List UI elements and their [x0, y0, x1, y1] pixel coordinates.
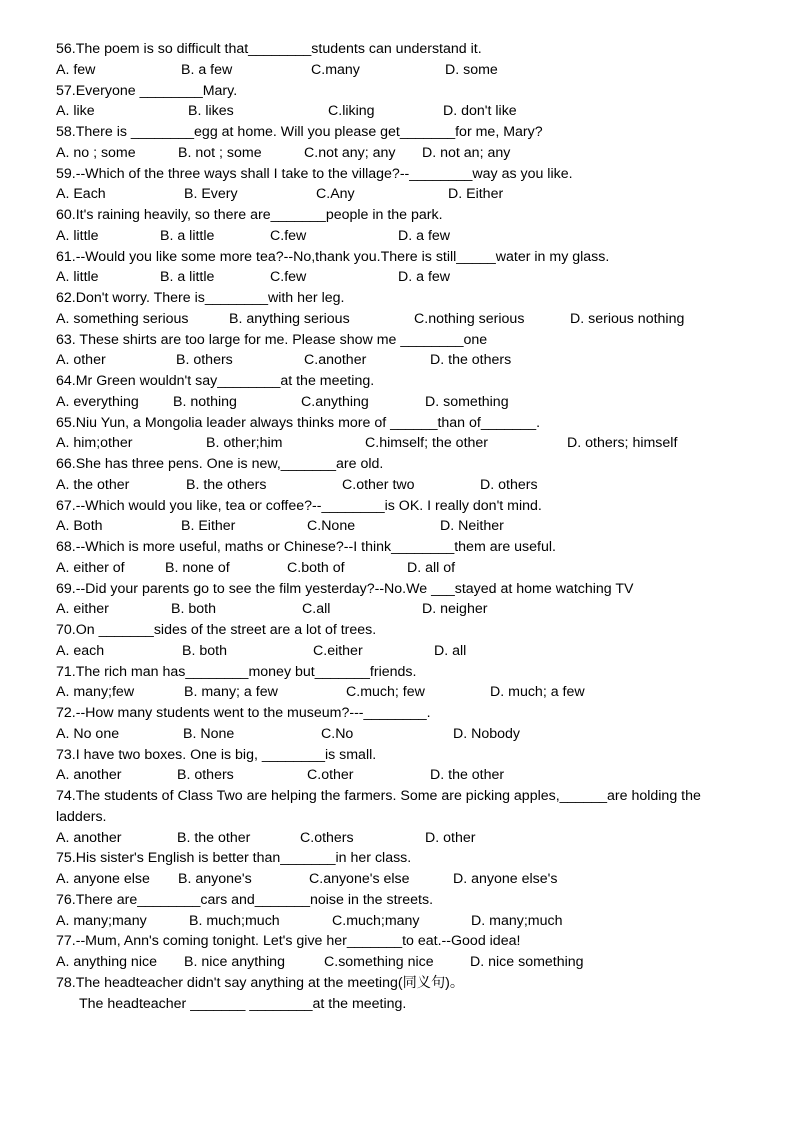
option-d: D. a few	[398, 227, 451, 244]
option-d: D. don't like	[443, 103, 517, 120]
option-c: C.much; few	[346, 684, 425, 701]
options-76	[56, 911, 746, 932]
option-a: A. few	[56, 61, 96, 78]
option-d: D. much; a few	[490, 684, 585, 701]
option-b: B. much;much	[189, 912, 280, 929]
question-74: 74.The students of Class Two are helping the farmers. Some are picking apples,______are holding the ladders.	[56, 788, 701, 825]
option-a: A. him;other	[56, 435, 133, 452]
option-a: A. another	[56, 829, 122, 846]
question-64: 64.Mr Green wouldn't say________at the meeting.	[56, 373, 375, 389]
option-c: C.few	[270, 227, 307, 244]
option-a: A. everything	[56, 393, 139, 410]
question-67: 67.--Which would you like, tea or coffee?--________is OK. I really don't mind.	[56, 497, 542, 514]
options-69	[56, 599, 746, 620]
option-a: A. anyone else	[56, 871, 150, 887]
option-d: D. others; himself	[567, 435, 678, 452]
option-d: D. Neither	[440, 518, 504, 535]
option-c: C.nothing serious	[414, 310, 525, 327]
option-d: D. the others	[430, 352, 512, 369]
option-c: C.both of	[287, 559, 345, 576]
option-b: B. other;him	[206, 435, 283, 452]
question-56: 56.The poem is so difficult that________students can understand it.	[56, 41, 482, 57]
option-c: C.many	[311, 61, 360, 78]
option-a: A. another	[56, 767, 122, 784]
option-b: B. the others	[186, 476, 267, 493]
option-b: B. anything serious	[229, 310, 350, 327]
option-b: B. nothing	[173, 393, 237, 410]
question-73: 73.I have two boxes. One is big, ________is small.	[56, 746, 377, 763]
option-b: B. others	[176, 352, 233, 369]
options-60	[56, 226, 746, 247]
option-c: C.something nice	[324, 954, 434, 970]
option-a: A. each	[56, 642, 105, 659]
option-a: A. No one	[56, 725, 120, 742]
option-a: A. Each	[56, 186, 106, 203]
options-70	[56, 641, 746, 662]
options-57	[56, 101, 746, 122]
question-59: 59.--Which of the three ways shall I take to the village?--________way as you like.	[56, 165, 573, 182]
option-a: A. either of	[56, 559, 125, 576]
options-56	[56, 60, 746, 81]
question-72: 72.--How many students went to the museum?---________.	[56, 705, 431, 721]
option-d: D. all of	[407, 559, 456, 576]
option-c: C.No	[321, 725, 354, 742]
option-a: A. Both	[56, 518, 103, 535]
option-c: C.other two	[342, 476, 415, 493]
options-65	[56, 433, 746, 454]
options-68	[56, 558, 746, 579]
question-62: 62.Don't worry. There is________with her leg.	[56, 290, 345, 306]
option-c: C.few	[270, 269, 307, 286]
option-b: B. anyone's	[178, 871, 252, 887]
question-57: 57.Everyone ________Mary.	[56, 82, 238, 99]
option-a: A. many;many	[56, 912, 147, 929]
worksheet-page	[56, 39, 746, 1014]
options-62	[56, 309, 746, 330]
option-a: A. like	[56, 103, 95, 120]
option-d: D. Nobody	[453, 725, 521, 742]
option-b: B. others	[177, 767, 234, 784]
question-60: 60.It's raining heavily, so there are_______people in the park.	[56, 207, 443, 223]
option-b: B. none of	[165, 559, 230, 576]
option-b: B. both	[171, 601, 216, 618]
option-b: B. a little	[160, 269, 215, 286]
option-d: D. all	[434, 642, 467, 659]
options-67	[56, 516, 746, 537]
option-c: C.other	[307, 767, 354, 784]
option-c: C.all	[302, 601, 331, 618]
options-77	[56, 952, 746, 973]
option-d: D. others	[480, 476, 538, 493]
option-a: A. other	[56, 352, 106, 369]
option-b: B. likes	[188, 103, 234, 120]
option-c: C.anything	[301, 393, 369, 410]
option-a: A. the other	[56, 476, 130, 493]
option-b: B. a few	[181, 61, 233, 78]
option-d: D. nice something	[470, 954, 584, 970]
option-c: C.not any; any	[304, 144, 396, 161]
question-77: 77.--Mum, Ann's coming tonight. Let's give her_______to eat.--Good idea!	[56, 933, 521, 950]
question-63: 63. These shirts are too large for me. Please show me ________one	[56, 331, 488, 348]
option-a: A. many;few	[56, 684, 135, 701]
question-68: 68.--Which is more useful, maths or Chinese?--I think________them are useful.	[56, 539, 556, 555]
option-d: D. anyone else's	[453, 871, 558, 887]
options-74	[56, 828, 746, 849]
option-d: D. a few	[398, 269, 451, 286]
options-71	[56, 682, 746, 703]
question-78: 78.The headteacher didn't say anything at the meeting(同义句)。	[56, 974, 465, 991]
option-d: D. Either	[448, 186, 504, 203]
option-b: B. a little	[160, 227, 215, 244]
option-b: B. not ; some	[178, 144, 262, 161]
option-b: B. both	[182, 642, 227, 659]
option-c: C.anyone's else	[309, 871, 410, 887]
option-b: B. many; a few	[184, 684, 278, 701]
question-76: 76.There are________cars and_______noise in the streets.	[56, 891, 434, 908]
question-70: 70.On _______sides of the street are a lot of trees.	[56, 622, 377, 638]
options-66	[56, 475, 746, 496]
option-b: B. the other	[177, 829, 251, 846]
option-d: D. some	[445, 61, 498, 78]
option-a: A. little	[56, 269, 99, 286]
option-c: C.another	[304, 352, 367, 369]
option-d: D. many;much	[471, 912, 563, 929]
question-69: 69.--Did your parents go to see the film yesterday?--No.We ___stayed at home watching TV	[56, 580, 634, 597]
option-c: C.himself; the other	[365, 435, 489, 452]
options-75	[56, 869, 746, 890]
option-d: D. not an; any	[422, 144, 511, 161]
option-c: C.Any	[316, 186, 355, 203]
option-a: A. anything nice	[56, 954, 157, 970]
option-b: B. Every	[184, 186, 238, 203]
option-c: C.either	[313, 642, 363, 659]
option-b: B. None	[183, 725, 235, 742]
question-78-answer-line: The headteacher _______ ________at the meeting.	[79, 995, 407, 1012]
question-58: 58.There is ________egg at home. Will you please get_______for me, Mary?	[56, 124, 543, 140]
options-63	[56, 350, 746, 371]
options-64	[56, 392, 746, 413]
options-73	[56, 765, 746, 786]
option-c: C.liking	[328, 103, 375, 120]
options-72	[56, 724, 746, 745]
option-c: C.others	[300, 829, 354, 846]
options-58	[56, 143, 746, 164]
option-a: A. either	[56, 601, 109, 618]
option-c: C.much;many	[332, 912, 420, 929]
question-75: 75.His sister's English is better than_______in her class.	[56, 850, 412, 867]
question-71: 71.The rich man has________money but_______friends.	[56, 663, 417, 680]
option-c: C.None	[307, 518, 356, 535]
option-b: B. nice anything	[184, 954, 285, 970]
option-d: D. something	[425, 393, 509, 410]
question-61: 61.--Would you like some more tea?--No,thank you.There is still_____water in my glass.	[56, 248, 610, 265]
option-d: D. neigher	[422, 601, 488, 618]
option-d: D. serious nothing	[570, 310, 685, 327]
question-65: 65.Niu Yun, a Mongolia leader always thinks more of ______than of_______.	[56, 414, 541, 431]
options-61	[56, 267, 746, 288]
option-a: A. no ; some	[56, 144, 136, 161]
option-a: A. little	[56, 227, 99, 244]
option-a: A. something serious	[56, 310, 189, 327]
question-66: 66.She has three pens. One is new,_______are old.	[56, 456, 384, 472]
options-59	[56, 184, 746, 205]
option-d: D. other	[425, 829, 476, 846]
option-d: D. the other	[430, 767, 505, 784]
option-b: B. Either	[181, 518, 236, 535]
